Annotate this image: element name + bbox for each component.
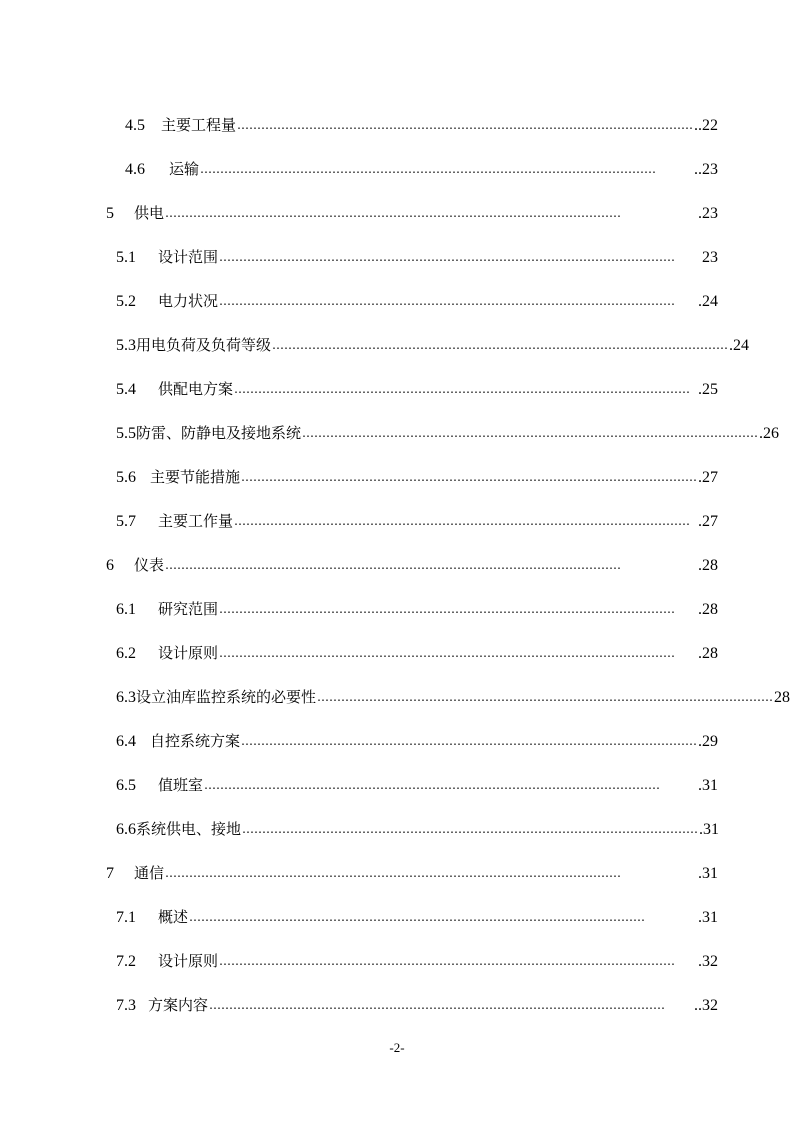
toc-entry-number: 7 [106, 865, 114, 882]
toc-entry-title: 自控系统方案 [149, 732, 240, 750]
toc-entry-number: 5 [106, 205, 114, 222]
toc-entry-number: 7.2 [116, 953, 136, 970]
toc-entry-title: 仪表 [134, 556, 165, 574]
toc-entry-title: 主要工程量 [160, 116, 236, 134]
toc-entry-number: 4.5 [125, 117, 145, 134]
toc-entry-title: 电力状况 [158, 292, 219, 310]
toc-entry-title: 主要节能措施 [149, 468, 240, 486]
toc-entry-title: 运输 [169, 160, 200, 178]
toc-entry[interactable] [125, 113, 718, 137]
toc-entry[interactable] [116, 949, 718, 973]
toc-entry[interactable] [116, 509, 718, 533]
toc-entry-number: 6.3 [116, 689, 136, 706]
toc-entry-title: 设立油库监控系统的必要性 [136, 688, 317, 706]
toc-entry-page: .26 [759, 425, 780, 442]
toc-dot-leader: …………………………………………………………………………………………………… [219, 294, 676, 308]
toc-dot-leader: …………………………………………………………………………………………………… [237, 118, 693, 132]
toc-entry-number: 5.4 [116, 381, 136, 398]
toc-dot-leader: …………………………………………………………………………………………………… [219, 602, 676, 616]
toc-dot-leader: …………………………………………………………………………………………………… [302, 426, 759, 440]
toc-entry-page: .31 [698, 909, 718, 926]
toc-entry-title: 用电负荷及负荷等级 [136, 336, 272, 354]
toc-entry-title: 设计范围 [158, 248, 219, 266]
toc-entry-page: .27 [698, 469, 718, 486]
toc-entry[interactable] [106, 201, 718, 225]
toc-entry[interactable] [116, 993, 718, 1017]
toc-entry-number: 6.5 [116, 777, 136, 794]
toc-entry[interactable] [116, 465, 718, 489]
toc-entry[interactable] [116, 729, 718, 753]
toc-entry-number: 5.5 [116, 425, 136, 442]
toc-dot-leader: …………………………………………………………………………………………………… [165, 206, 622, 220]
toc-dot-leader: …………………………………………………………………………………………………… [209, 998, 666, 1012]
toc-entry-number: 6 [106, 557, 114, 574]
toc-entry-number: 5.3 [116, 337, 136, 354]
toc-entry-page: ..32 [694, 997, 718, 1014]
toc-dot-leader: …………………………………………………………………………………………………… [242, 822, 699, 836]
toc-entry-page: 23 [702, 249, 718, 266]
toc-entry-title: 值班室 [158, 776, 204, 794]
toc-entry[interactable] [116, 773, 718, 797]
toc-entry-title: 供电 [134, 204, 165, 222]
toc-dot-leader: …………………………………………………………………………………………………… [234, 382, 691, 396]
toc-entry[interactable] [106, 553, 718, 577]
toc-entry-page: .31 [698, 865, 718, 882]
toc-entry-title: 防雷、防静电及接地系统 [136, 424, 302, 442]
toc-dot-leader: …………………………………………………………………………………………………… [317, 690, 774, 704]
toc-dot-leader: …………………………………………………………………………………………………… [165, 866, 622, 880]
toc-entry-page: .24 [729, 337, 750, 354]
toc-entry-page: .27 [698, 513, 718, 530]
toc-dot-leader: …………………………………………………………………………………………………… [219, 250, 676, 264]
toc-dot-leader: …………………………………………………………………………………………………… [219, 954, 676, 968]
toc-dot-leader: …………………………………………………………………………………………………… [165, 558, 622, 572]
toc-dot-leader: …………………………………………………………………………………………………… [241, 734, 697, 748]
toc-entry-number: 6.6 [116, 821, 136, 838]
toc-entry-page: .31 [698, 777, 718, 794]
toc-dot-leader: …………………………………………………………………………………………………… [200, 162, 657, 176]
toc-entry-page: ..22 [694, 117, 718, 134]
toc-entry[interactable] [116, 817, 718, 841]
toc-entry[interactable] [116, 377, 718, 401]
toc-dot-leader: …………………………………………………………………………………………………… [272, 338, 729, 352]
toc-dot-leader: …………………………………………………………………………………………………… [241, 470, 697, 484]
toc-dot-leader: …………………………………………………………………………………………………… [189, 910, 646, 924]
toc-entry-page: .25 [698, 381, 718, 398]
page-number: -2- [389, 1040, 405, 1055]
toc-entry[interactable] [116, 245, 718, 269]
toc-entry[interactable] [116, 905, 718, 929]
toc-entry-number: 6.4 [116, 733, 136, 750]
toc-entry[interactable] [116, 685, 791, 709]
toc-entry-number: 6.2 [116, 645, 136, 662]
toc-entry-page: .31 [699, 821, 720, 838]
toc-entry-title: 供配电方案 [158, 380, 234, 398]
toc-entry[interactable] [106, 861, 718, 885]
toc-entry[interactable] [116, 333, 750, 357]
toc-dot-leader: …………………………………………………………………………………………………… [234, 514, 691, 528]
toc-entry-title: 概述 [158, 908, 189, 926]
toc-entry-page: .24 [698, 293, 718, 310]
toc-entry-number: 5.6 [116, 469, 136, 486]
toc-entry-title: 主要工作量 [158, 512, 234, 530]
toc-entry[interactable] [116, 641, 718, 665]
toc-entry-title: 设计原则 [158, 644, 219, 662]
toc-entry-title: 方案内容 [148, 996, 209, 1014]
toc-dot-leader: …………………………………………………………………………………………………… [219, 646, 676, 660]
toc-dot-leader: …………………………………………………………………………………………………… [204, 778, 661, 792]
toc-entry[interactable] [125, 157, 718, 181]
toc-entry-title: 研究范围 [158, 600, 219, 618]
toc-entry[interactable] [116, 597, 718, 621]
toc-entry-page: .29 [698, 733, 718, 750]
toc-entry-page: .32 [698, 953, 718, 970]
toc-entry-number: 6.1 [116, 601, 136, 618]
toc-entry-page: .23 [698, 205, 718, 222]
toc-entry-page: .28 [698, 557, 718, 574]
toc-entry-page: ..23 [694, 161, 718, 178]
toc-entry-number: 5.7 [116, 513, 136, 530]
toc-entry-number: 5.2 [116, 293, 136, 310]
toc-entry-number: 7.3 [116, 997, 136, 1014]
toc-entry[interactable] [116, 421, 780, 445]
toc-entry-page: .28 [698, 645, 718, 662]
toc-entry-number: 4.6 [125, 161, 145, 178]
toc-entry-number: 7.1 [116, 909, 136, 926]
toc-entry-title: 系统供电、接地 [136, 820, 242, 838]
toc-entry-title: 通信 [134, 864, 165, 882]
toc-entry[interactable] [116, 289, 718, 313]
toc-entry-number: 5.1 [116, 249, 136, 266]
toc-entry-page: .28 [698, 601, 718, 618]
toc-entry-title: 设计原则 [158, 952, 219, 970]
toc-entry-page: 28 [774, 689, 791, 706]
